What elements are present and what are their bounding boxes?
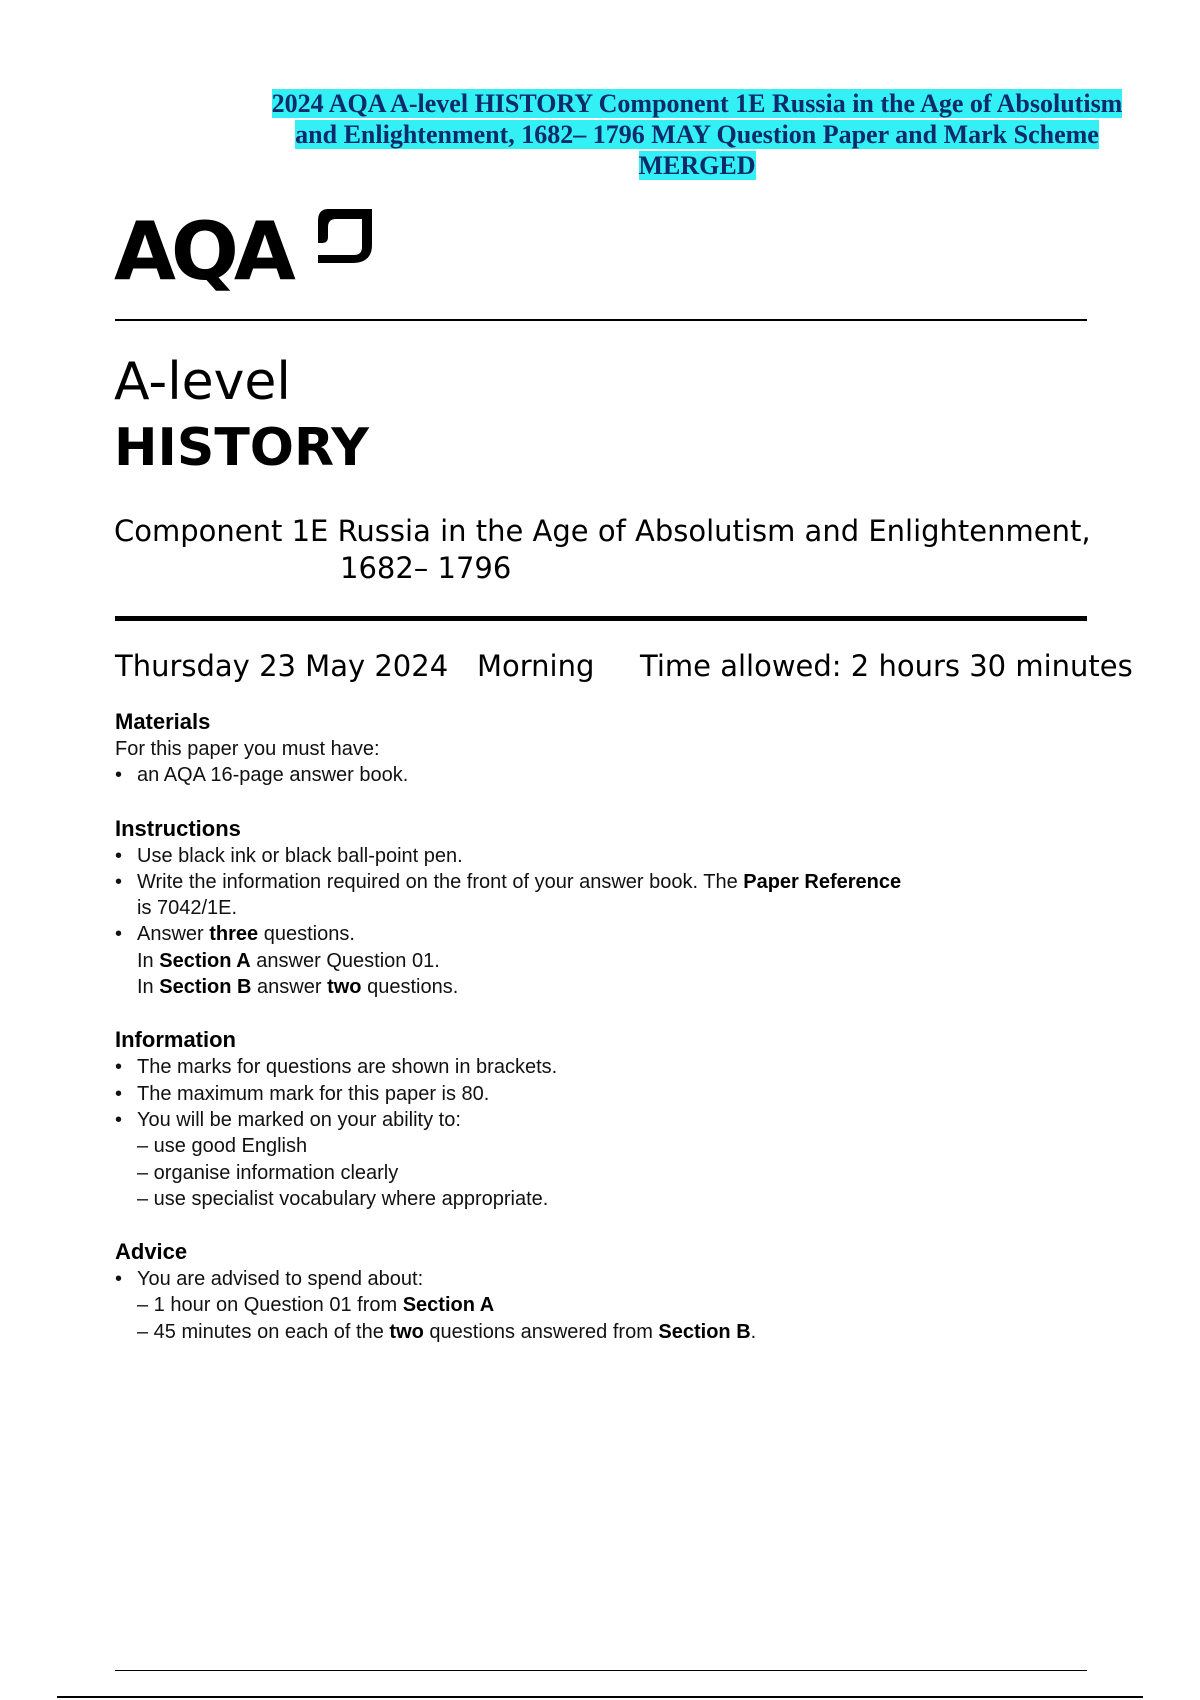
- aqa-logo: [114, 205, 414, 305]
- document-title-banner: [262, 88, 1132, 181]
- advice-sub-2-pre: – 45 minutes on each of the: [137, 1320, 390, 1343]
- advice-section: [115, 1238, 1095, 1345]
- materials-section: [115, 708, 1095, 789]
- instruction-3-bold: three: [209, 923, 259, 946]
- sub1-pre: In: [137, 949, 160, 972]
- information-sub-item: – use good English: [137, 1135, 308, 1158]
- advice-sub-2-post: .: [750, 1320, 757, 1343]
- instructions-heading: Instructions: [115, 815, 241, 841]
- materials-item: • an AQA 16-page answer book.: [115, 762, 1095, 788]
- instruction-item-1: • Use black ink or black ball-point pen.: [115, 843, 1095, 869]
- subject-title: HISTORY: [114, 418, 369, 478]
- instruction-3-pre: Answer: [137, 923, 210, 946]
- sub2-bold2: two: [327, 976, 362, 999]
- exam-sections: [115, 708, 1095, 1371]
- instruction-item-3: [115, 921, 1095, 1000]
- advice-sub-2: [137, 1319, 1095, 1345]
- information-heading: Information: [115, 1027, 236, 1053]
- materials-intro: For this paper you must have:: [115, 738, 380, 760]
- sub2-post: questions.: [361, 976, 459, 999]
- sub1-post: answer Question 01.: [250, 949, 440, 972]
- advice-sub-2-bold2: Section B: [658, 1320, 751, 1343]
- paper-reference-value: is 7042/1E.: [137, 897, 238, 920]
- information-section: [115, 1026, 1095, 1212]
- sub2-bold: Section B: [159, 976, 252, 999]
- instruction-item-2: [115, 869, 1095, 922]
- advice-item-1: [115, 1266, 1095, 1345]
- section-a-instruction: [137, 948, 1095, 974]
- advice-sub-2-bold: two: [389, 1320, 424, 1343]
- exam-date: Thursday 23 May 2024: [115, 649, 449, 683]
- component-years: 1682– 1796: [340, 551, 512, 585]
- information-item-1: • The marks for questions are shown in brackets.: [115, 1054, 1095, 1080]
- instructions-section: [115, 815, 1095, 1001]
- component-line-1: Component 1E Russia in the Age of Absolutism and Enlightenment,: [114, 514, 1091, 548]
- advice-sub-1: [137, 1292, 1095, 1318]
- footer-rule: [115, 1670, 1087, 1671]
- component-title: [114, 513, 1094, 587]
- advice-sub-1-pre: – 1 hour on Question 01 from: [137, 1294, 403, 1317]
- page-bottom-rule: [57, 1696, 1143, 1698]
- sub2-pre: In: [137, 976, 160, 999]
- highlighted-title: 2024 AQA A-level HISTORY Component 1E Russia in the Age of Absolutism and Enlightenment, 1682– 1796 MAY Question Paper and Mark Scheme MERGED: [271, 89, 1123, 180]
- thick-divider: [115, 616, 1087, 621]
- information-item-3-text: • You will be marked on your ability to:: [137, 1108, 461, 1131]
- logo-text: AQA: [114, 205, 291, 298]
- information-sub-item: – organise information clearly: [137, 1161, 399, 1184]
- information-item-2: • The maximum mark for this paper is 80.: [115, 1081, 1095, 1107]
- qualification-level: A-level: [114, 352, 291, 412]
- exam-session: Morning: [477, 649, 595, 683]
- information-sub-item: – use specialist vocabulary where appropriate.: [137, 1187, 549, 1210]
- instruction-2-text: Write the information required on the front of your answer book. The: [137, 870, 744, 893]
- information-item-3: [115, 1107, 1095, 1212]
- advice-sub-1-bold: Section A: [402, 1294, 495, 1317]
- header-rule: [115, 319, 1087, 321]
- sub2-mid: answer: [251, 976, 328, 999]
- aqa-flag-icon: [314, 207, 374, 265]
- advice-sub-2-mid: questions answered from: [423, 1320, 659, 1343]
- advice-item-text: • You are advised to spend about:: [137, 1268, 424, 1291]
- sub1-bold: Section A: [159, 949, 251, 972]
- instruction-3-post: questions.: [258, 923, 355, 946]
- paper-reference-label: Paper Reference: [743, 870, 902, 893]
- advice-heading: Advice: [115, 1239, 188, 1265]
- time-allowed: Time allowed: 2 hours 30 minutes: [640, 649, 1133, 683]
- materials-heading: Materials: [115, 709, 211, 734]
- section-b-instruction: [137, 974, 1095, 1000]
